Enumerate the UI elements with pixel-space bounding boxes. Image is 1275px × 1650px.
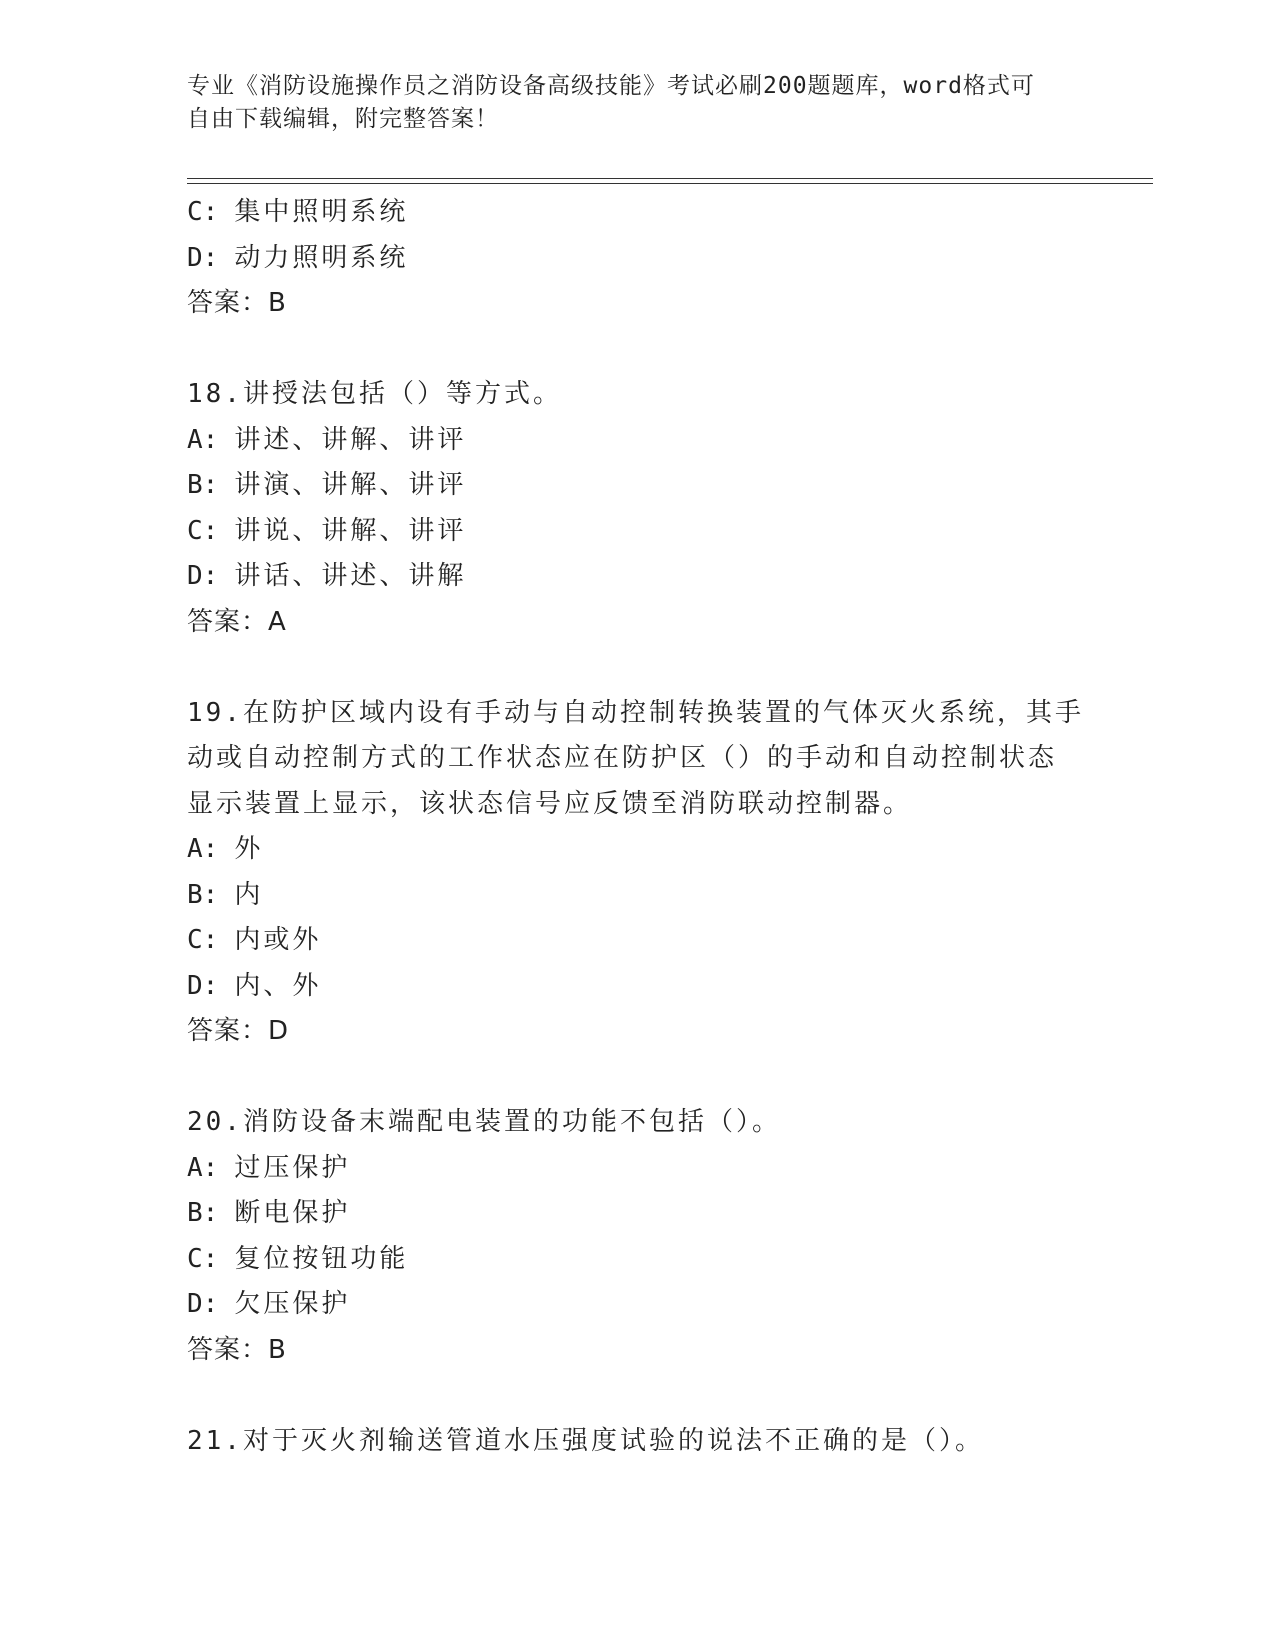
option-item: [187, 1237, 1087, 1283]
answer-line: 答案：B: [187, 288, 287, 318]
question-text: 18.讲授法包括（）等方式。: [187, 379, 562, 409]
question-list: [187, 190, 1087, 1464]
question-text: 21.对于灭火剂输送管道水压强度试验的说法不正确的是（）。: [187, 1425, 984, 1456]
option-item: [187, 1282, 1087, 1328]
answer-line: 答案：B: [187, 1334, 287, 1365]
document-header: [187, 70, 1087, 136]
option-item: [187, 463, 1087, 509]
option-text: 外: [234, 834, 264, 864]
header-divider-bottom: [187, 183, 1153, 184]
answer-line: 答案：A: [187, 606, 287, 637]
header-divider-top: [187, 178, 1153, 179]
option-item: [187, 827, 1087, 873]
option-text: 讲述、讲解、讲评: [234, 424, 467, 455]
option-item: [187, 1146, 1087, 1192]
option-text: 欠压保护: [234, 1289, 351, 1319]
option-text: 断电保护: [234, 1198, 351, 1228]
option-letter: A:: [187, 834, 219, 864]
option-text: 集中照明系统: [234, 197, 409, 227]
question-text: 显示装置上显示，该状态信号应反馈至消防联动控制器。: [187, 788, 913, 819]
option-item: [187, 554, 1087, 600]
option-letter: D:: [187, 1289, 219, 1319]
spacer: [187, 645, 1087, 691]
question-text: 动或自动控制方式的工作状态应在防护区（）的手动和自动控制状态: [187, 743, 1058, 773]
spacer: [187, 327, 1087, 373]
option-item: [187, 509, 1087, 555]
spacer: [187, 1373, 1087, 1419]
option-letter: D:: [187, 970, 219, 1001]
option-letter: A:: [187, 424, 219, 455]
option-item: [187, 964, 1087, 1010]
option-letter: B:: [187, 1198, 219, 1228]
option-text: 讲话、讲述、讲解: [234, 561, 467, 591]
option-text: 动力照明系统: [234, 242, 409, 273]
option-text: 复位按钮功能: [234, 1243, 409, 1274]
option-item: [187, 918, 1087, 964]
question-text: 19.在防护区域内设有手动与自动控制转换装置的气体灭火系统，其手: [187, 697, 1084, 728]
option-text: 内、外: [234, 970, 322, 1001]
option-item: [187, 873, 1087, 919]
option-letter: C:: [187, 1243, 219, 1274]
option-letter: C:: [187, 925, 219, 955]
option-item: [187, 1191, 1087, 1237]
spacer: [187, 1055, 1087, 1101]
option-letter: D:: [187, 242, 219, 273]
question-text: 20.消防设备末端配电装置的功能不包括（）。: [187, 1107, 781, 1137]
option-item: [187, 190, 1087, 236]
option-letter: A:: [187, 1152, 219, 1183]
header-line-2: 自由下载编辑，附完整答案！: [187, 106, 499, 132]
option-letter: D:: [187, 561, 219, 591]
option-text: 过压保护: [234, 1152, 351, 1183]
option-text: 讲演、讲解、讲评: [234, 470, 467, 500]
option-letter: B:: [187, 470, 219, 500]
header-line-1: 专业《消防设施操作员之消防设备高级技能》考试必刷200题题库，word格式可: [187, 73, 1035, 99]
option-letter: B:: [187, 879, 219, 910]
option-text: 讲说、讲解、讲评: [234, 515, 467, 546]
option-letter: C:: [187, 197, 219, 227]
option-item: [187, 418, 1087, 464]
option-letter: C:: [187, 515, 219, 546]
option-item: [187, 236, 1087, 282]
answer-line: 答案：D: [187, 1016, 290, 1046]
option-text: 内或外: [234, 925, 322, 955]
option-text: 内: [234, 879, 264, 910]
